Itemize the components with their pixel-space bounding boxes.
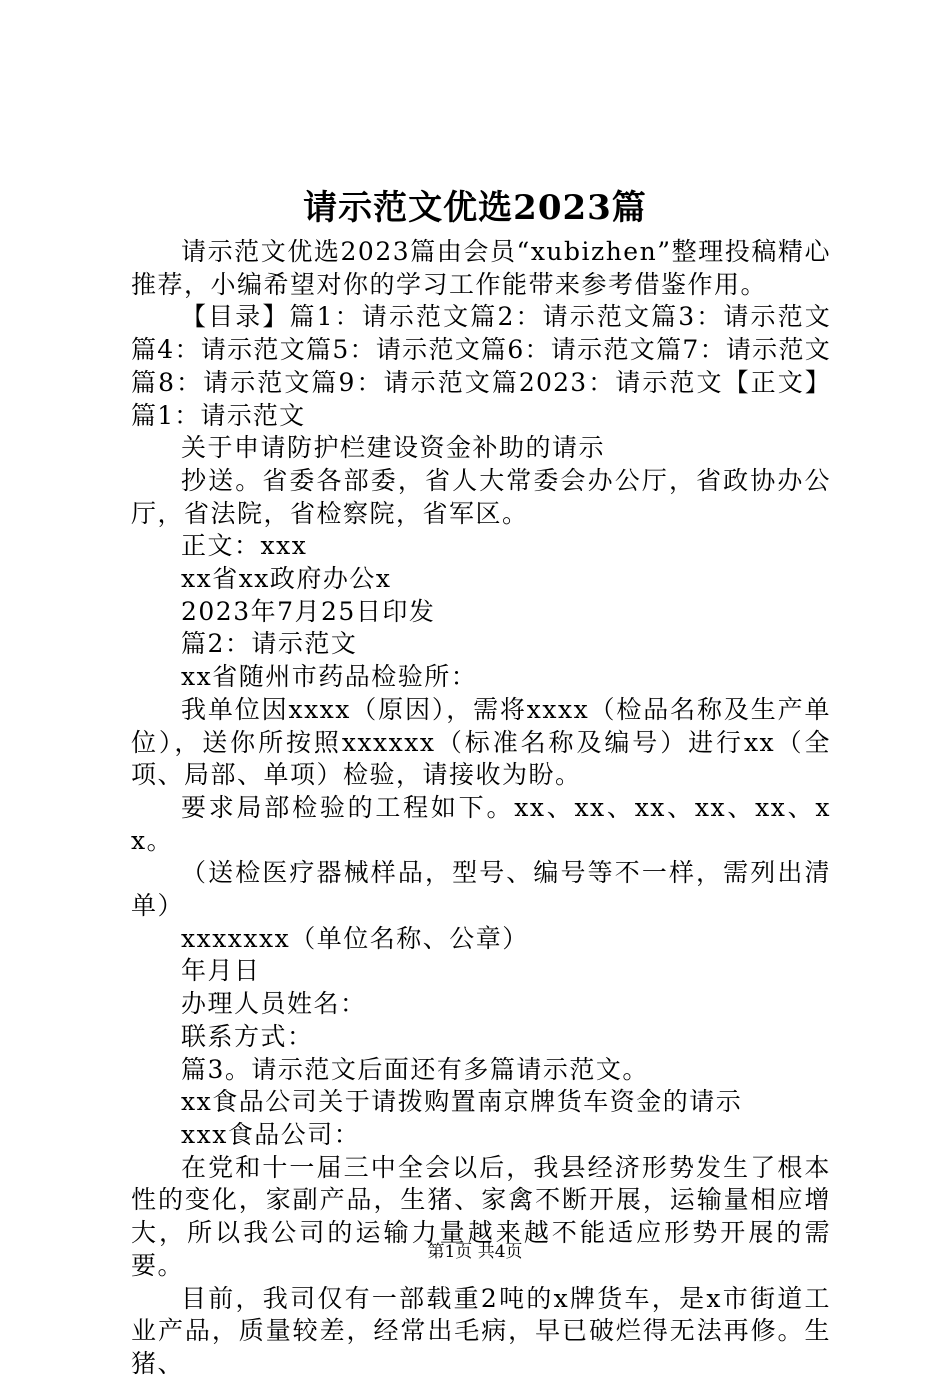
- date-line: 2023年7月25日印发: [181, 596, 436, 626]
- body-line: 正文：xxx: [181, 531, 308, 561]
- body-line: （送检医疗器械样品，型号、编号等不一样，需列出清单）: [131, 858, 831, 921]
- body-paragraph: 在党和十一届三中全会以后，我县经济形势发生了根本性的变化，家副产品，生猪、家禽不断开展，运输量相应增大，所以我公司的运输力量越来越不能适应形势开展的需要。: [131, 1152, 831, 1280]
- section-heading: 关于申请防护栏建设资金补助的请示: [181, 433, 606, 463]
- addressee-line: xx省随州市药品检验所：: [181, 662, 478, 692]
- page-footer: 第1页 共4页: [427, 1242, 523, 1262]
- body-line: 年月日: [181, 956, 261, 986]
- body-line: xxxxxxx（单位名称、公章）: [181, 923, 529, 953]
- body-line: 办理人员姓名：: [181, 989, 367, 1019]
- body-paragraph: 我单位因xxxx（原因），需将xxxx（检品名称及生产单位），送你所按照xxxxxx（标准名称及编号）进行xx（全项、局部、单项）检验，请接收为盼。: [131, 694, 831, 790]
- section-heading: 篇2：请示范文: [181, 629, 358, 659]
- body-line: 要求局部检验的工程如下。xx、xx、xx、xx、xx、xx。: [131, 792, 831, 855]
- cc-paragraph: 抄送。省委各部委，省人大常委会办公厅，省政协办公厅，省法院，省检察院，省军区。: [131, 465, 831, 528]
- intro-paragraph: 请示范文优选2023篇由会员“xubizhen”整理投稿精心推荐，小编希望对你的学习工作能带来参考借鉴作用。: [131, 237, 831, 299]
- body-paragraph: 目前，我司仅有一部载重2吨的x牌货车，是x市街道工业产品，质量较差，经常出毛病，早已破烂得无法再修。生猪、: [131, 1283, 831, 1378]
- body-line: 联系方式：: [181, 1021, 314, 1051]
- document-body: [131, 236, 831, 1381]
- table-of-contents-paragraph: 【目录】篇1：请示范文篇2：请示范文篇3：请示范文篇4：请示范文篇5：请示范文篇6：请示范文篇7：请示范文篇8：请示范文篇9：请示范文篇2023：请示范文【正文】篇1：请示范文: [131, 302, 831, 430]
- body-line: xx省xx政府办公x: [181, 564, 392, 594]
- addressee-line: xxx食品公司：: [181, 1119, 361, 1149]
- section-heading: 篇3。请示范文后面还有多篇请示范文。: [181, 1054, 649, 1084]
- section-heading: xx食品公司关于请拨购置南京牌货车资金的请示: [181, 1087, 743, 1117]
- document-title: 请示范文优选2023篇: [303, 188, 647, 228]
